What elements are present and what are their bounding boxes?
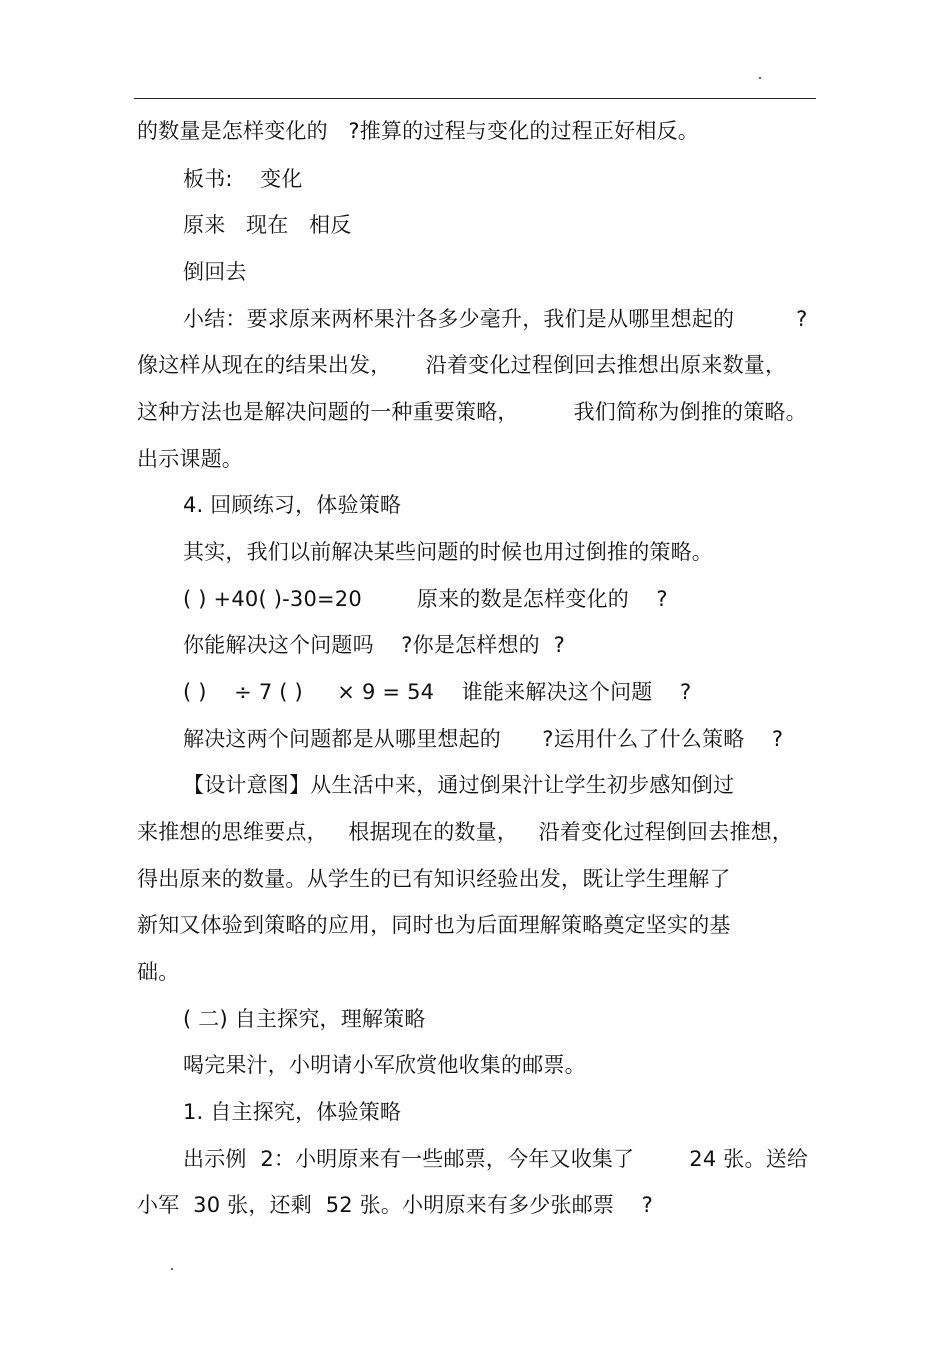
- text-line-10: 其实，我们以前解决某些问题的时候也用过倒推的策略。: [183, 540, 713, 564]
- text-line-4: 倒回去: [183, 260, 247, 284]
- header-rule: [134, 98, 816, 99]
- text-line-7: 这种方法也是解决问题的一种重要策略， 我们简称为倒推的策略。: [137, 400, 807, 424]
- example-line-1: 出示例 2：小明原来有一些邮票，今年又收集了 24 张。送给: [183, 1147, 809, 1171]
- text-line-21: 喝完果汁，小明请小军欣赏他收集的邮票。: [183, 1053, 586, 1077]
- text-line-12: 你能解决这个问题吗 ?你是怎样想的 ?: [183, 633, 565, 657]
- header-dot: [759, 77, 761, 79]
- design-intent-line-4: 新知又体验到策略的应用，同时也为后面理解策略奠定坚实的基: [137, 913, 731, 937]
- equation-line-2: ( ) ÷ 7 ( ) × 9 = 54 谁能来解决这个问题 ?: [183, 680, 692, 704]
- text-line-5: 小结：要求原来两杯果汁各多少毫升，我们是从哪里想起的 ?: [183, 307, 808, 331]
- section-heading-review: 4. 回顾练习，体验策略: [183, 493, 402, 517]
- text-line-1: 的数量是怎样变化的 ?推算的过程与变化的过程正好相反。: [137, 119, 699, 143]
- text-line-14: 解决这两个问题都是从哪里想起的 ?运用什么了什么策略 ?: [183, 727, 784, 751]
- design-intent-line-3: 得出原来的数量。从学生的已有知识经验出发，既让学生理解了: [137, 867, 731, 891]
- text-line-3: 原来 现在 相反: [183, 213, 352, 237]
- section-heading-explore: ( 二) 自主探究，理解策略: [183, 1007, 426, 1031]
- text-line-8: 出示课题。: [137, 447, 243, 471]
- example-line-2: 小军 30 张，还剩 52 张。小明原来有多少张邮票 ?: [137, 1193, 653, 1217]
- footer-dot: [171, 1268, 173, 1270]
- section-heading-experience: 1. 自主探究，体验策略: [183, 1100, 402, 1124]
- text-line-2: 板书: 变化: [183, 167, 303, 191]
- design-intent-line-2: 来推想的思维要点， 根据现在的数量， 沿着变化过程倒回去推想，: [137, 820, 794, 844]
- design-intent-line-5: 础。: [137, 960, 180, 984]
- equation-line-1: ( ) +40( )-30=20 原来的数是怎样变化的 ?: [183, 587, 668, 611]
- text-line-6: 像这样从现在的结果出发， 沿着变化过程倒回去推想出原来数量，: [137, 353, 787, 377]
- design-intent-line-1: 【设计意图】从生活中来，通过倒果汁让学生初步感知倒过: [183, 773, 735, 797]
